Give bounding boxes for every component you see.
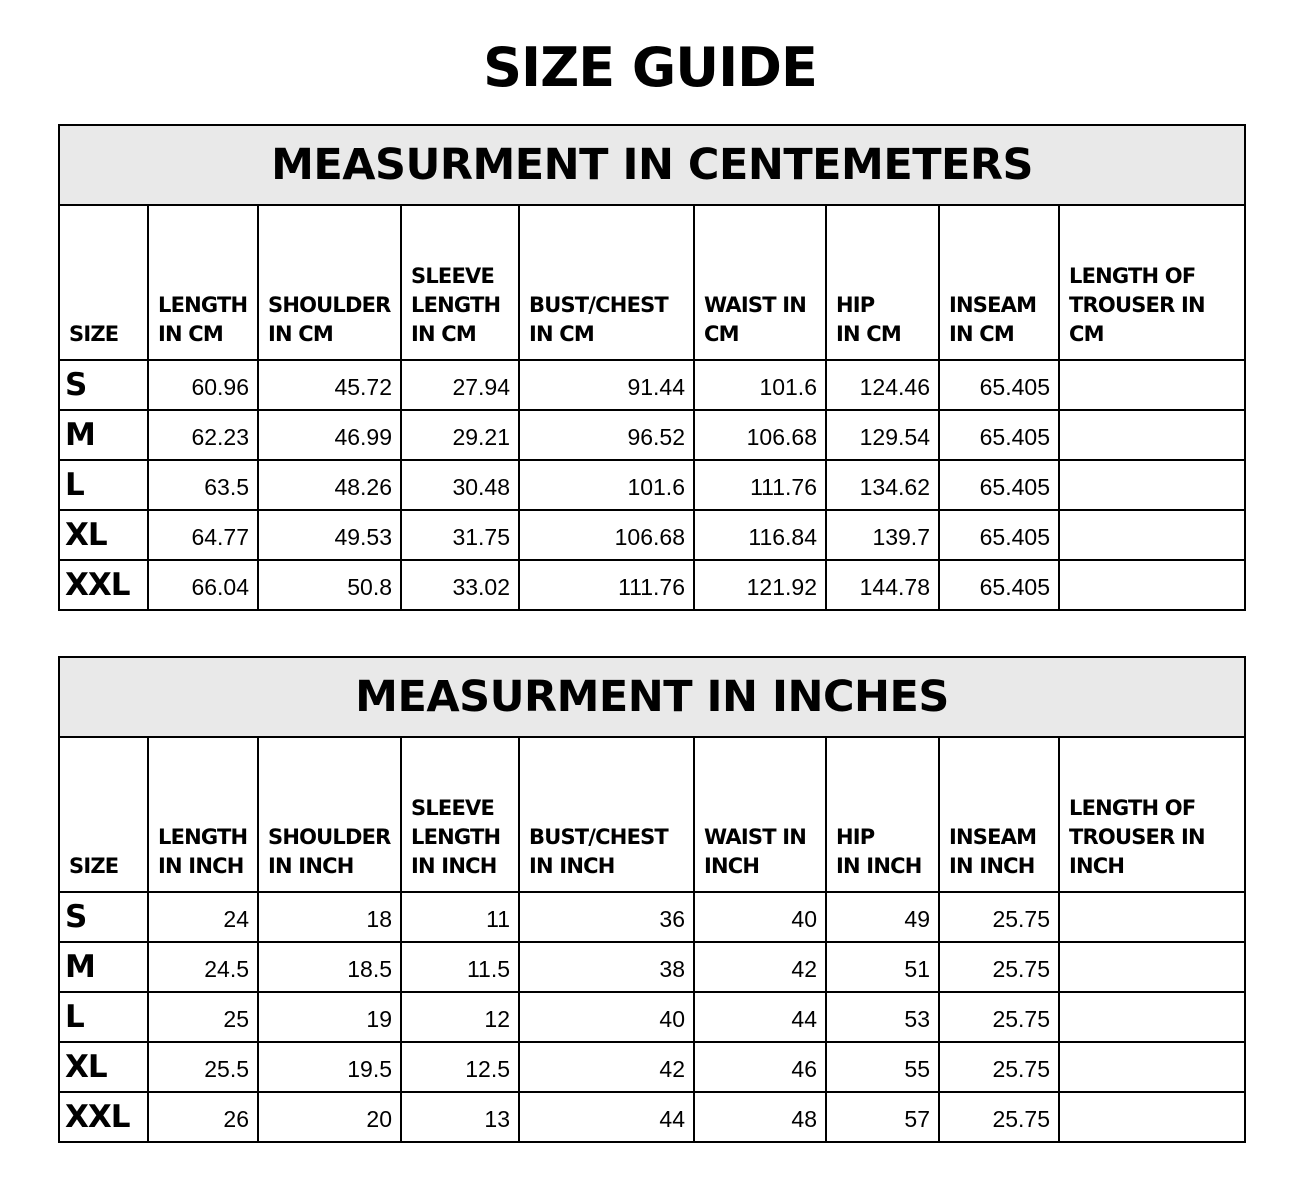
measurement-cell: 139.7: [826, 510, 939, 560]
measurement-cell: 91.44: [519, 360, 694, 410]
measurement-cell: 38: [519, 942, 694, 992]
measurement-cell: 116.84: [694, 510, 826, 560]
measurement-cell: 101.6: [694, 360, 826, 410]
table-row: [59, 1092, 1245, 1142]
column-header: SHOULDER IN INCH: [258, 737, 401, 892]
column-header: SLEEVE LENGTH IN CM: [401, 205, 519, 360]
column-header: LENGTH IN INCH: [148, 737, 258, 892]
measurement-cell: 66.04: [148, 560, 258, 610]
size-label: XL: [59, 1042, 148, 1092]
measurement-cell: 18.5: [258, 942, 401, 992]
measurement-cell: 65.405: [939, 510, 1059, 560]
measurement-cell: 55: [826, 1042, 939, 1092]
header-row: [59, 205, 1245, 360]
measurement-cell: 25.75: [939, 992, 1059, 1042]
measurement-cell: 24.5: [148, 942, 258, 992]
measurement-cell: 44: [519, 1092, 694, 1142]
table-row: [59, 1042, 1245, 1092]
table-row: [59, 510, 1245, 560]
size-label: M: [59, 410, 148, 460]
table-row: [59, 460, 1245, 510]
measurement-cell: 49.53: [258, 510, 401, 560]
column-header: LENGTH OF TROUSER IN CM: [1059, 205, 1245, 360]
measurement-cell: 48.26: [258, 460, 401, 510]
measurement-cell: 25.75: [939, 892, 1059, 942]
measurement-cell: 20: [258, 1092, 401, 1142]
measurement-cell: 65.405: [939, 460, 1059, 510]
measurement-cell: 25.5: [148, 1042, 258, 1092]
measurement-cell: [1059, 560, 1245, 610]
measurement-cell: 27.94: [401, 360, 519, 410]
measurement-cell: 12.5: [401, 1042, 519, 1092]
measurement-cell: 51: [826, 942, 939, 992]
measurement-cell: [1059, 360, 1245, 410]
measurement-cell: 19: [258, 992, 401, 1042]
column-header: WAIST IN CM: [694, 205, 826, 360]
measurement-cell: 25.75: [939, 1092, 1059, 1142]
measurement-cell: 134.62: [826, 460, 939, 510]
column-header: LENGTH IN CM: [148, 205, 258, 360]
centimeters-table: [58, 124, 1246, 611]
size-label: M: [59, 942, 148, 992]
measurement-cell: 49: [826, 892, 939, 942]
measurement-cell: 33.02: [401, 560, 519, 610]
size-label: L: [59, 992, 148, 1042]
column-header: SLEEVE LENGTH IN INCH: [401, 737, 519, 892]
measurement-cell: 144.78: [826, 560, 939, 610]
measurement-cell: [1059, 1092, 1245, 1142]
size-label: S: [59, 892, 148, 942]
measurement-cell: [1059, 892, 1245, 942]
measurement-cell: [1059, 510, 1245, 560]
measurement-cell: 25: [148, 992, 258, 1042]
column-header: INSEAM IN INCH: [939, 737, 1059, 892]
table-row: [59, 360, 1245, 410]
column-header: BUST/CHEST IN CM: [519, 205, 694, 360]
measurement-cell: 53: [826, 992, 939, 1042]
measurement-cell: 124.46: [826, 360, 939, 410]
measurement-cell: 65.405: [939, 360, 1059, 410]
measurement-cell: 111.76: [519, 560, 694, 610]
size-label: XXL: [59, 1092, 148, 1142]
header-row: [59, 737, 1245, 892]
column-header: LENGTH OF TROUSER IN INCH: [1059, 737, 1245, 892]
table-row: [59, 410, 1245, 460]
column-header: SIZE: [59, 205, 148, 360]
measurement-cell: 18: [258, 892, 401, 942]
measurement-cell: 11.5: [401, 942, 519, 992]
measurement-cell: 106.68: [519, 510, 694, 560]
measurement-cell: [1059, 410, 1245, 460]
measurement-cell: 26: [148, 1092, 258, 1142]
inches-table: [58, 656, 1246, 1143]
measurement-cell: 64.77: [148, 510, 258, 560]
column-header: BUST/CHEST IN INCH: [519, 737, 694, 892]
measurement-cell: 46.99: [258, 410, 401, 460]
measurement-cell: 25.75: [939, 1042, 1059, 1092]
measurement-cell: 46: [694, 1042, 826, 1092]
measurement-cell: 11: [401, 892, 519, 942]
column-header: HIP IN INCH: [826, 737, 939, 892]
table-row: [59, 560, 1245, 610]
measurement-cell: [1059, 460, 1245, 510]
table-row: [59, 892, 1245, 942]
measurement-cell: 62.23: [148, 410, 258, 460]
measurement-cell: 111.76: [694, 460, 826, 510]
table-title-row: [59, 125, 1245, 205]
measurement-cell: 19.5: [258, 1042, 401, 1092]
measurement-cell: 40: [519, 992, 694, 1042]
measurement-cell: 96.52: [519, 410, 694, 460]
measurement-cell: 121.92: [694, 560, 826, 610]
measurement-cell: 13: [401, 1092, 519, 1142]
measurement-cell: 42: [519, 1042, 694, 1092]
column-header: SHOULDER IN CM: [258, 205, 401, 360]
measurement-cell: 57: [826, 1092, 939, 1142]
measurement-cell: [1059, 942, 1245, 992]
measurement-cell: 42: [694, 942, 826, 992]
table-row: [59, 942, 1245, 992]
measurement-cell: 65.405: [939, 410, 1059, 460]
measurement-cell: 129.54: [826, 410, 939, 460]
measurement-cell: 25.75: [939, 942, 1059, 992]
size-label: XL: [59, 510, 148, 560]
measurement-cell: 40: [694, 892, 826, 942]
measurement-cell: 31.75: [401, 510, 519, 560]
size-label: XXL: [59, 560, 148, 610]
size-label: L: [59, 460, 148, 510]
measurement-cell: 12: [401, 992, 519, 1042]
measurement-cell: 101.6: [519, 460, 694, 510]
measurement-cell: [1059, 1042, 1245, 1092]
table-title: MEASURMENT IN INCHES: [59, 657, 1245, 737]
page-title: SIZE GUIDE: [483, 36, 817, 99]
measurement-cell: 36: [519, 892, 694, 942]
table-row: [59, 992, 1245, 1042]
column-header: WAIST IN INCH: [694, 737, 826, 892]
size-label: S: [59, 360, 148, 410]
measurement-cell: 60.96: [148, 360, 258, 410]
column-header: SIZE: [59, 737, 148, 892]
column-header: HIP IN CM: [826, 205, 939, 360]
measurement-cell: 48: [694, 1092, 826, 1142]
column-header: INSEAM IN CM: [939, 205, 1059, 360]
measurement-cell: 65.405: [939, 560, 1059, 610]
measurement-cell: [1059, 992, 1245, 1042]
measurement-cell: 44: [694, 992, 826, 1042]
measurement-cell: 106.68: [694, 410, 826, 460]
measurement-cell: 50.8: [258, 560, 401, 610]
measurement-cell: 29.21: [401, 410, 519, 460]
measurement-cell: 45.72: [258, 360, 401, 410]
measurement-cell: 24: [148, 892, 258, 942]
measurement-cell: 30.48: [401, 460, 519, 510]
table-title: MEASURMENT IN CENTEMETERS: [59, 125, 1245, 205]
measurement-cell: 63.5: [148, 460, 258, 510]
table-title-row: [59, 657, 1245, 737]
